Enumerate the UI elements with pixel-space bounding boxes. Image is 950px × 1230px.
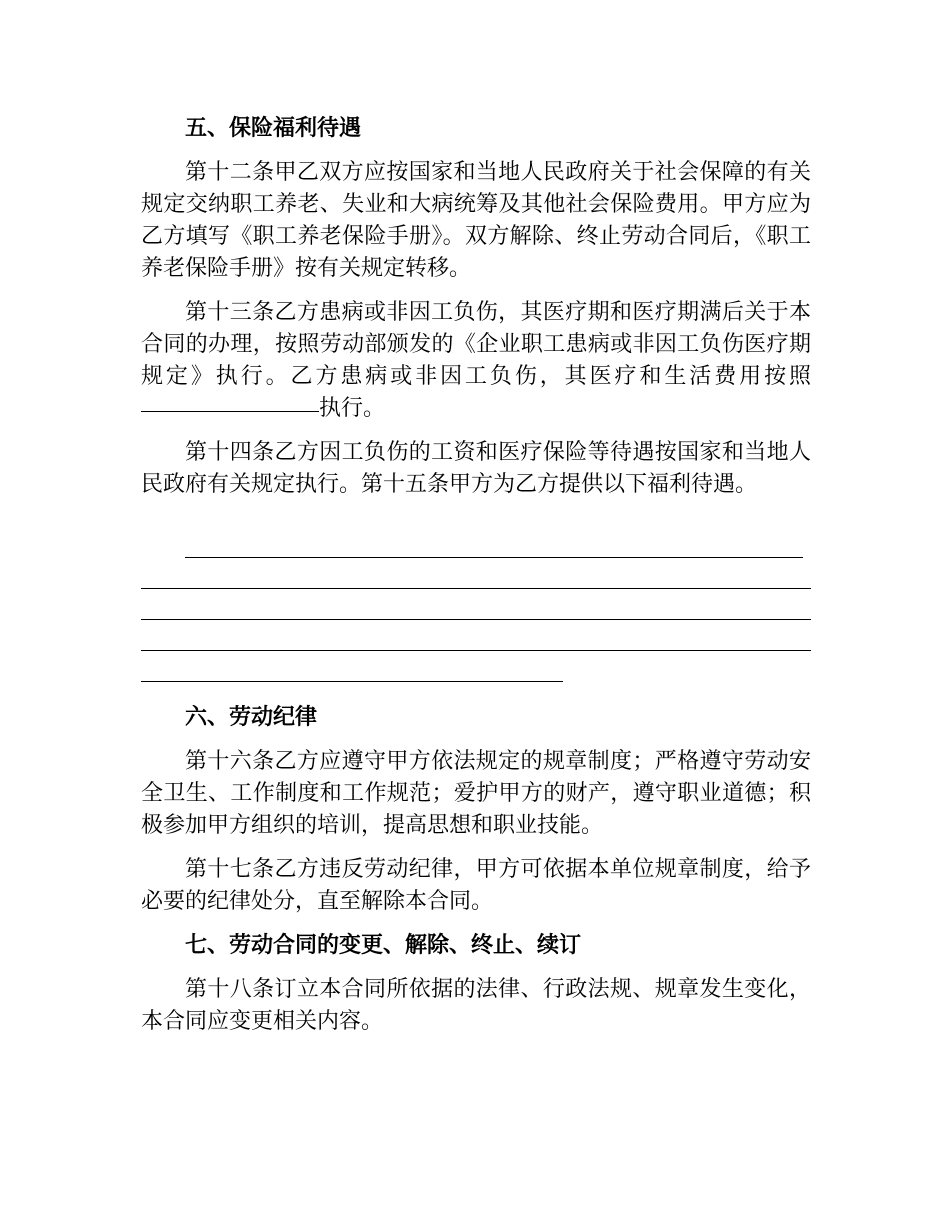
article-12: 第十二条甲乙双方应按国家和当地人民政府关于社会保障的有关规定交纳职工养老、失业和大病统筹及其他社会保险费用。甲方应为乙方填写《职工养老保险手册》。双方解除、终止劳动合同后，《职工养老保险手册》按有关规定转移。 — [141, 160, 811, 281]
article-13 — [141, 297, 811, 425]
document-body — [141, 113, 811, 1050]
article-14-15: 第十四条乙方因工负伤的工资和医疗保险等待遇按国家和当地人民政府有关规定执行。第十五条甲方为乙方提供以下福利待遇。 — [141, 440, 811, 497]
fill-line[interactable] — [185, 519, 803, 558]
fill-line[interactable] — [141, 651, 563, 682]
section-heading-contract-changes: 七、劳动合同的变更、解除、终止、续订 — [185, 933, 582, 958]
article-18: 第十八条订立本合同所依据的法律、行政法规、规章发生变化，本合同应变更相关内容。 — [141, 977, 811, 1034]
article-17: 第十七条乙方违反劳动纪律，甲方可依据本单位规章制度，给予必要的纪律处分，直至解除本合同。 — [141, 857, 811, 914]
fill-in-blank[interactable] — [141, 410, 319, 412]
section-heading-discipline: 六、劳动纪律 — [185, 705, 318, 730]
section-heading-insurance: 五、保险福利待遇 — [185, 116, 362, 141]
fill-line[interactable] — [141, 558, 811, 589]
article-13-text: 第十三条乙方患病或非因工负伤，其医疗期和医疗期满后关于本合同的办理，按照劳动部颁发的《企业职工患病或非因工负伤医疗期规定》执行。乙方患病或非因工负伤，其医疗和生活费用按照 — [141, 300, 811, 389]
welfare-fill-in-area[interactable] — [141, 519, 811, 682]
fill-line[interactable] — [141, 589, 811, 620]
article-16: 第十六条乙方应遵守甲方依法规定的规章制度；严格遵守劳动安全卫生、工作制度和工作规范；爱护甲方的财产，遵守职业道德；积极参加甲方组织的培训，提高思想和职业技能。 — [141, 749, 811, 838]
article-13-tail: 执行。 — [319, 396, 386, 421]
fill-line[interactable] — [141, 620, 811, 651]
